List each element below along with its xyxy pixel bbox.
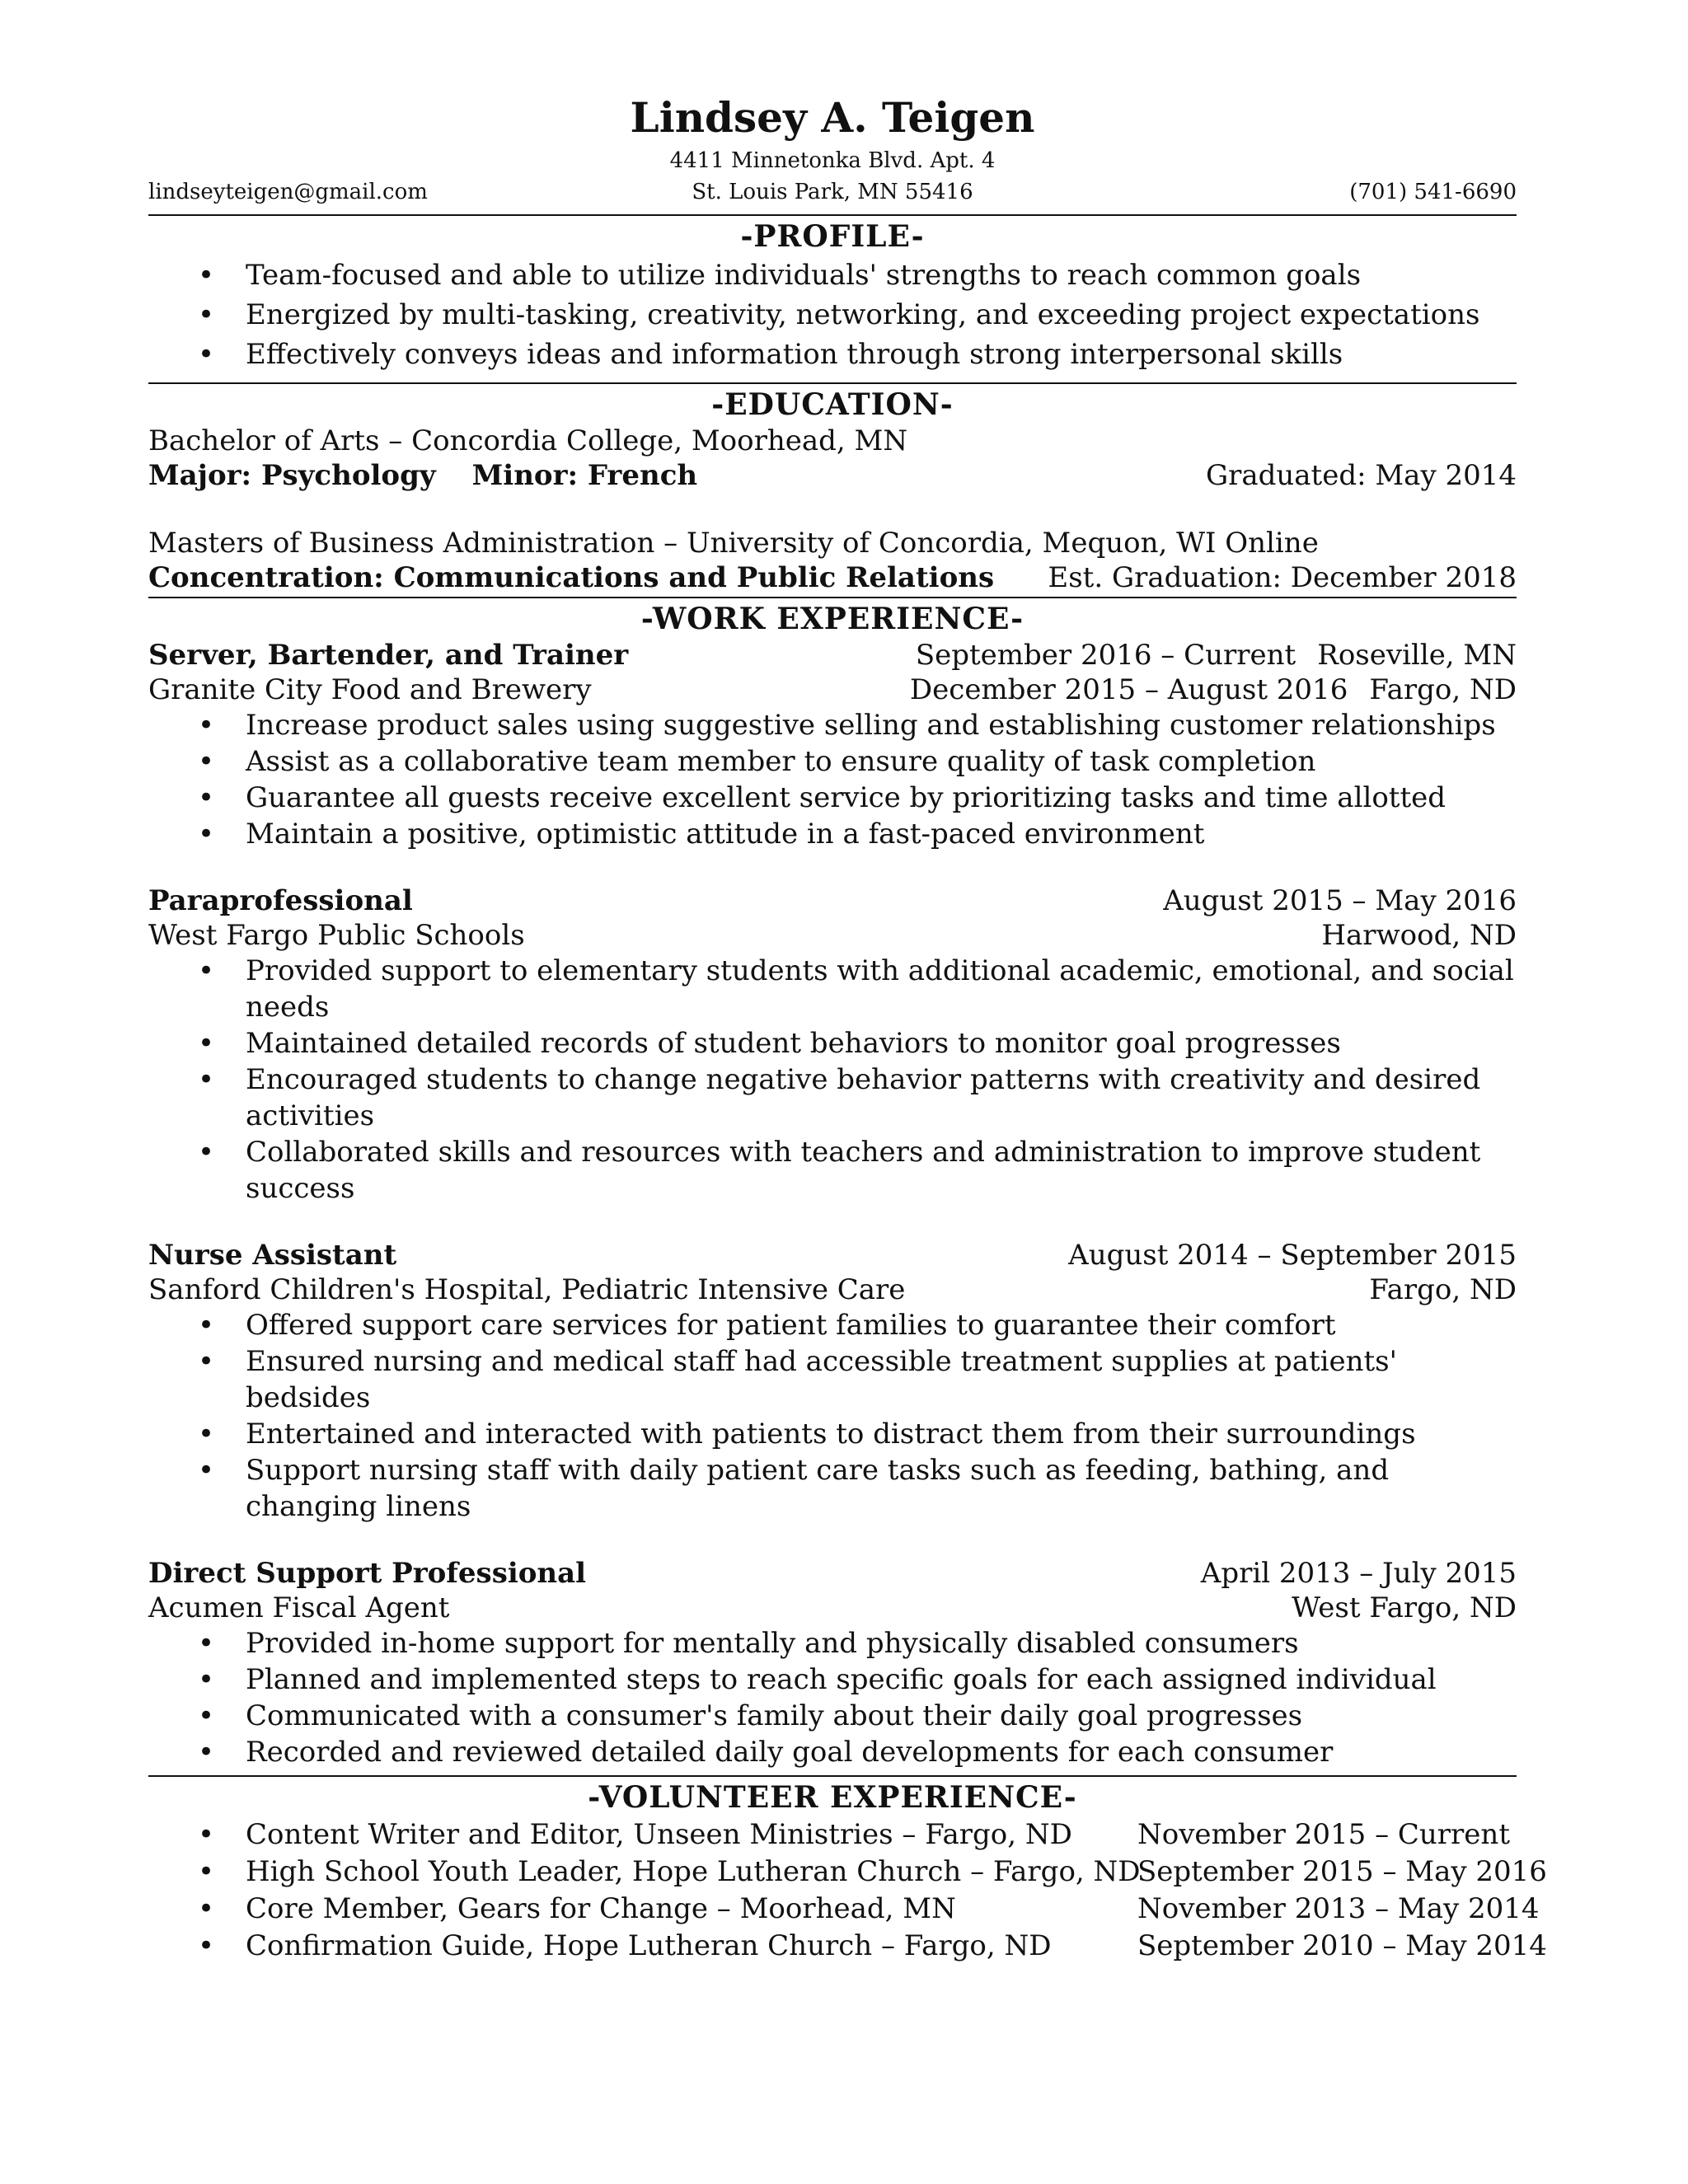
concentration: Concentration: Communications and Public Relations — [148, 561, 995, 594]
duty-bullet: • Increase product sales using suggestive selling and establishing customer relationships — [148, 707, 1517, 743]
job-3-duties — [148, 1307, 1517, 1525]
duty-bullet: • Collaborated skills and resources with teachers and administration to improve student success — [148, 1134, 1517, 1207]
job-1-role-location: Roseville, MN — [1317, 639, 1517, 672]
duty-bullet: • Provided support to elementary students with additional academic, emotional, and social needs — [148, 953, 1517, 1025]
profile-list — [148, 255, 1517, 374]
job-1-employer-dates: December 2015 – August 2016 — [909, 673, 1348, 706]
volunteer-dates: November 2013 – May 2014 — [1137, 1892, 1540, 1925]
job-2-role: Paraprofessional — [148, 884, 413, 917]
job-4-dates: April 2013 – July 2015 — [1200, 1557, 1517, 1590]
duty-bullet: • Communicated with a consumer's family about their daily goal progresses — [148, 1698, 1517, 1734]
candidate-name: Lindsey A. Teigen — [630, 93, 1035, 142]
graduated-date: Graduated: May 2014 — [1205, 459, 1517, 492]
education-heading: -EDUCATION- — [711, 387, 954, 422]
job-2-duties — [148, 953, 1517, 1207]
volunteer-role: High School Youth Leader, Hope Lutheran Church – Fargo, ND — [246, 1855, 1141, 1888]
volunteer-role: Core Member, Gears for Change – Moorhead, MN — [246, 1892, 956, 1925]
minor: Minor: French — [471, 459, 698, 492]
job-1-employer-row — [148, 673, 1517, 707]
job-2-employer-row — [148, 918, 1517, 953]
profile-heading: -PROFILE- — [740, 219, 925, 254]
resume-page — [148, 91, 1547, 1965]
section-divider — [148, 1775, 1517, 1777]
concentration-row — [148, 560, 1517, 595]
volunteer-item — [148, 1891, 1540, 1928]
volunteer-dates: September 2015 – May 2016 — [1137, 1855, 1547, 1888]
address-line-2: St. Louis Park, MN 55416 — [692, 180, 973, 204]
profile-bullet: • Energized by multi-tasking, creativity, networking, and exceeding project expectations — [148, 295, 1517, 335]
major-minor-row — [148, 458, 1517, 493]
section-divider — [148, 214, 1517, 216]
duty-bullet: • Maintain a positive, optimistic attitude in a fast-paced environment — [148, 816, 1517, 852]
est-graduation: Est. Graduation: December 2018 — [1048, 561, 1517, 594]
job-4-role: Direct Support Professional — [148, 1557, 587, 1590]
job-1-duties — [148, 707, 1517, 852]
job-1-role: Server, Bartender, and Trainer — [148, 639, 629, 672]
job-4-employer: Acumen Fiscal Agent — [148, 1591, 450, 1624]
duty-bullet: • Provided in-home support for mentally and physically disabled consumers — [148, 1625, 1517, 1661]
volunteer-role: Confirmation Guide, Hope Lutheran Church – Fargo, ND — [246, 1929, 1052, 1962]
volunteer-item — [148, 1854, 1547, 1891]
volunteer-dates: September 2010 – May 2014 — [1137, 1929, 1547, 1962]
email-address: lindseyteigen@gmail.com — [148, 180, 428, 204]
degree-1: Bachelor of Arts – Concordia College, Moorhead, MN — [148, 424, 908, 457]
volunteer-item — [148, 1816, 1517, 1854]
section-divider — [148, 382, 1517, 384]
job-3-employer: Sanford Children's Hospital, Pediatric Intensive Care — [148, 1273, 906, 1306]
duty-bullet: • Encouraged students to change negative behavior patterns with creativity and desired activities — [148, 1062, 1517, 1134]
job-2-location: Harwood, ND — [1321, 919, 1517, 952]
volunteer-heading: -VOLUNTEER EXPERIENCE- — [588, 1780, 1077, 1815]
volunteer-dates: November 2015 – Current — [1137, 1818, 1510, 1851]
job-1-role-dates: September 2016 – Current — [915, 639, 1296, 672]
work-heading: -WORK EXPERIENCE- — [640, 602, 1025, 636]
volunteer-role: Content Writer and Editor, Unseen Ministries – Fargo, ND — [246, 1818, 1072, 1851]
duty-bullet: • Support nursing staff with daily patient care tasks such as feeding, bathing, and changing linens — [148, 1452, 1517, 1525]
job-2-role-row — [148, 883, 1517, 918]
job-2-employer: West Fargo Public Schools — [148, 919, 525, 952]
job-1-employer-location: Fargo, ND — [1369, 673, 1517, 706]
address-line-1: 4411 Minnetonka Blvd. Apt. 4 — [669, 148, 996, 173]
duty-bullet: • Offered support care services for patient families to guarantee their comfort — [148, 1307, 1517, 1343]
degree-2-row — [148, 526, 1517, 560]
duty-bullet: • Planned and implemented steps to reach specific goals for each assigned individual — [148, 1661, 1517, 1698]
contact-row — [148, 176, 1517, 208]
section-divider — [148, 597, 1517, 598]
profile-bullet: • Effectively conveys ideas and information through strong interpersonal skills — [148, 335, 1517, 374]
duty-bullet: • Maintained detailed records of student behaviors to monitor goal progresses — [148, 1025, 1517, 1062]
degree-2: Masters of Business Administration – University of Concordia, Mequon, WI Online — [148, 527, 1319, 560]
job-4-employer-row — [148, 1591, 1517, 1625]
job-3-employer-row — [148, 1272, 1517, 1307]
job-4-role-row — [148, 1556, 1517, 1591]
duty-bullet: • Recorded and reviewed detailed daily goal developments for each consumer — [148, 1734, 1517, 1770]
volunteer-item — [148, 1928, 1547, 1965]
duty-bullet: • Entertained and interacted with patients to distract them from their surroundings — [148, 1416, 1517, 1452]
job-2-dates: August 2015 – May 2016 — [1163, 884, 1517, 917]
job-4-location: West Fargo, ND — [1292, 1591, 1517, 1624]
duty-bullet: • Assist as a collaborative team member to ensure quality of task completion — [148, 743, 1517, 780]
major: Major: Psychology — [148, 459, 436, 492]
job-3-location: Fargo, ND — [1369, 1273, 1517, 1306]
job-1-role-row — [148, 638, 1517, 673]
job-3-role-row — [148, 1238, 1517, 1272]
degree-1-row — [148, 424, 1517, 458]
job-3-dates: August 2014 – September 2015 — [1068, 1239, 1517, 1272]
job-3-role: Nurse Assistant — [148, 1239, 397, 1272]
duty-bullet: • Guarantee all guests receive excellent service by prioritizing tasks and time allotted — [148, 780, 1517, 816]
job-4-duties — [148, 1625, 1517, 1770]
phone-number: (701) 541-6690 — [1349, 180, 1517, 204]
profile-bullet: • Team-focused and able to utilize individuals' strengths to reach common goals — [148, 255, 1517, 295]
job-1-employer: Granite City Food and Brewery — [148, 673, 592, 706]
contact-block — [148, 145, 1517, 214]
duty-bullet: • Ensured nursing and medical staff had accessible treatment supplies at patients' bedsides — [148, 1343, 1517, 1416]
